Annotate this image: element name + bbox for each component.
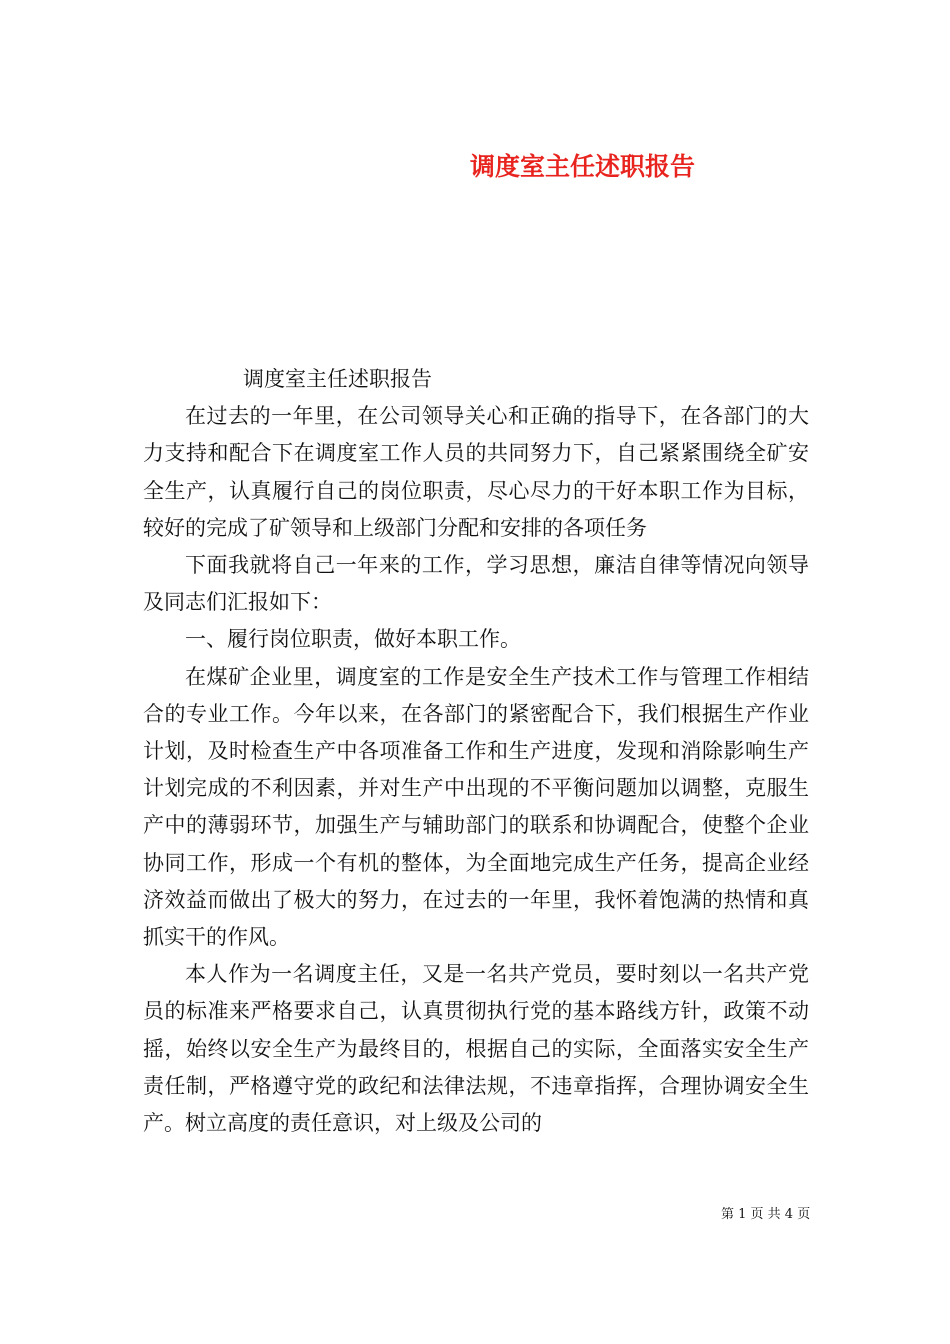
paragraph-1: 在过去的一年里，在公司领导关心和正确的指导下，在各部门的大力支持和配合下在调度室工作人员的共同努力下，自己紧紧围绕全矿安全生产，认真履行自己的岗位职责，尽心尽力的干好本职工作为目标，较好的完成了矿领导和上级部门分配和安排的各项任务 [143,404,809,540]
page-footer: 第 1 页 共 4 页 [721,1207,811,1222]
document-body [143,361,809,1142]
paragraph-5: 本人作为一名调度主任，又是一名共产党员，要时刻以一名共产党员的标准来严格要求自己，认真贯彻执行党的基本路线方针，政策不动摇，始终以安全生产为最终目的，根据自己的实际，全面落实安全生产责任制，严格遵守党的政纪和法律法规，不违章指挥，合理协调安全生产。树立高度的责任意识，对上级及公司的 [143,962,809,1136]
page-title: 调度室主任述职报告 [470,151,696,181]
paragraph-2: 下面我就将自己一年来的工作，学习思想，廉洁自律等情况向领导及同志们汇报如下： [143,553,809,615]
paragraph-3: 一、履行岗位职责，做好本职工作。 [185,627,521,652]
paragraph-4: 在煤矿企业里，调度室的工作是安全生产技术工作与管理工作相结合的专业工作。今年以来，在各部门的紧密配合下，我们根据生产作业计划，及时检查生产中各项准备工作和生产进度，发现和消除影响生产计划完成的不利因素，并对生产中出现的不平衡问题加以调整，克服生产中的薄弱环节，加强生产与辅助部门的联系和协调配合，使整个企业协同工作，形成一个有机的整体，为全面地完成生产任务，提高企业经济效益而做出了极大的努力，在过去的一年里，我怀着饱满的热情和真抓实干的作风。 [143,664,809,950]
paragraph-heading: 调度室主任述职报告 [243,367,432,391]
